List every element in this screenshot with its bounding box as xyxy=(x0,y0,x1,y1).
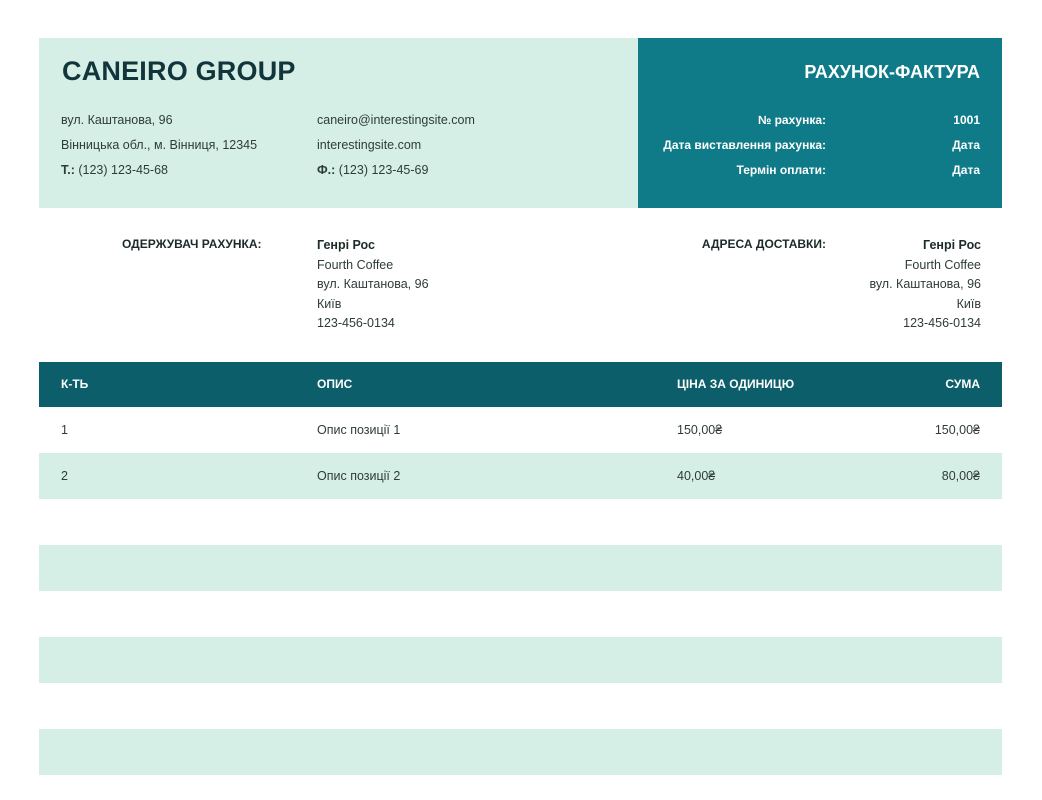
issue-date: Дата xyxy=(952,138,980,152)
header-description: ОПИС xyxy=(317,377,353,391)
ship-to-city: Київ xyxy=(956,296,981,311)
invoice-meta-values xyxy=(952,112,980,187)
issue-date-label: Дата виставлення рахунка: xyxy=(663,138,826,152)
header-qty: К-ТЬ xyxy=(61,377,89,391)
bill-to-name: Генрі Рос xyxy=(317,238,375,252)
table-row xyxy=(39,729,1002,775)
due-date-label: Термін оплати: xyxy=(736,163,826,177)
bill-to-street: вул. Каштанова, 96 xyxy=(317,277,429,291)
company-website: interestingsite.com xyxy=(317,138,422,152)
ship-to-street: вул. Каштанова, 96 xyxy=(869,277,981,291)
company-fax-line xyxy=(317,162,475,187)
ship-to-address xyxy=(869,237,981,335)
row-amount: 150,00₴ xyxy=(934,423,980,437)
table-row xyxy=(39,591,1002,637)
company-panel xyxy=(39,38,638,208)
invoice-title: РАХУНОК-ФАКТУРА xyxy=(804,62,980,82)
table-row xyxy=(39,637,1002,683)
table-row xyxy=(39,545,1002,591)
header-amount: СУМА xyxy=(945,377,980,391)
company-address-line1: вул. Каштанова, 96 xyxy=(61,113,173,127)
bill-to-address xyxy=(317,237,429,335)
row-unit-price: 150,00₴ xyxy=(677,423,723,437)
invoice-number: 1001 xyxy=(953,113,980,127)
bill-to-city: Київ xyxy=(317,296,342,311)
company-email: caneiro@interestingsite.com xyxy=(317,113,475,127)
row-qty: 2 xyxy=(61,469,68,483)
bill-to-phone: 123-456-0134 xyxy=(317,316,395,330)
company-fax: (123) 123-45-69 xyxy=(338,163,429,177)
table-row xyxy=(39,683,1002,729)
table-row xyxy=(39,453,1002,499)
company-address-line2: Вінницька обл., м. Вінниця, 12345 xyxy=(61,138,258,152)
row-description: Опис позиції 1 xyxy=(317,423,401,437)
row-amount: 80,00₴ xyxy=(941,469,980,483)
row-qty: 1 xyxy=(61,423,68,437)
table-row xyxy=(39,499,1002,545)
phone-label: Т.: xyxy=(61,163,75,177)
invoice-header xyxy=(39,38,1002,208)
table-header xyxy=(39,362,1002,407)
ship-to-label: АДРЕСА ДОСТАВКИ: xyxy=(701,237,826,251)
due-date: Дата xyxy=(952,163,980,177)
items-table xyxy=(39,362,1002,775)
fax-label: Ф.: xyxy=(317,163,336,177)
invoice-number-label: № рахунка: xyxy=(757,113,826,127)
ship-to-phone: 123-456-0134 xyxy=(903,316,981,330)
company-phone: (123) 123-45-68 xyxy=(78,163,169,177)
company-phone-line xyxy=(61,162,257,187)
bill-to-label: ОДЕРЖУВАЧ РАХУНКА: xyxy=(122,237,262,251)
invoice-panel xyxy=(638,38,1002,208)
bill-to-company: Fourth Coffee xyxy=(317,257,394,272)
header-unit-price: ЦІНА ЗА ОДИНИЦЮ xyxy=(677,377,795,391)
invoice-meta-labels xyxy=(663,112,826,187)
ship-to-company: Fourth Coffee xyxy=(904,257,981,272)
row-description: Опис позиції 2 xyxy=(317,469,401,483)
company-address-column xyxy=(61,112,257,187)
ship-to-name: Генрі Рос xyxy=(923,238,981,252)
row-unit-price: 40,00₴ xyxy=(677,469,716,483)
company-contact-column xyxy=(317,112,475,187)
table-row xyxy=(39,407,1002,453)
company-name: CANEIRO GROUP xyxy=(62,56,296,86)
